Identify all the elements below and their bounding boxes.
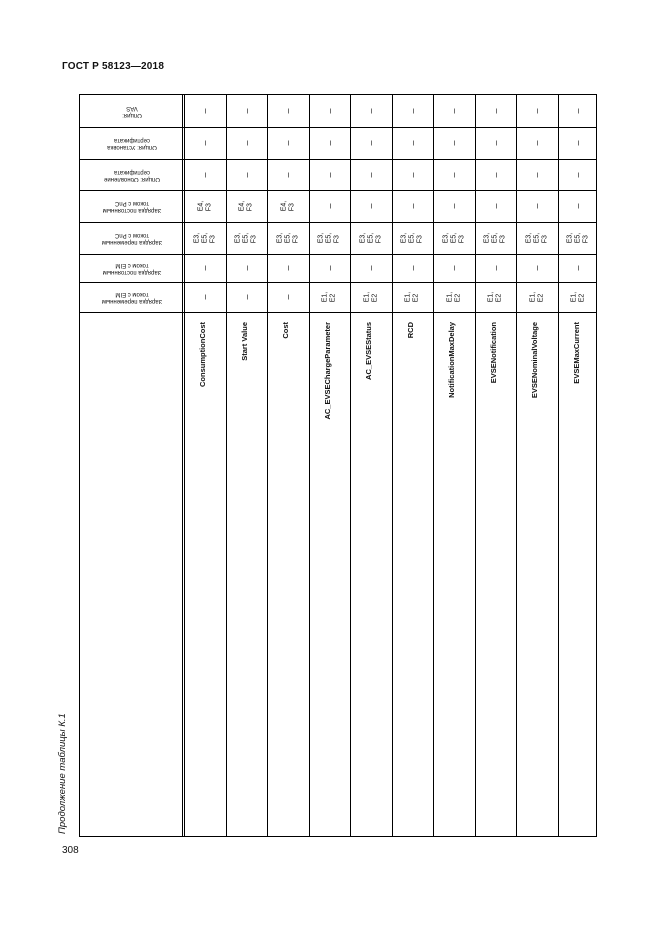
- header-label-text: Зарядка переменным током с PnC: [101, 232, 163, 245]
- cell-value: –: [448, 108, 459, 114]
- table-cell: [558, 282, 598, 312]
- table-cell: [433, 159, 475, 190]
- cell-value: –: [241, 171, 252, 178]
- cell-value: E1, E2: [528, 291, 544, 303]
- cell-value: –: [448, 203, 459, 209]
- table-header-label: [80, 127, 184, 159]
- cell-value: E3, E5, F3: [483, 232, 507, 244]
- cell-value: –: [241, 140, 252, 146]
- page-number: 308: [62, 845, 79, 856]
- table-cell: [516, 222, 558, 254]
- table-caption: Продолжение таблицы К.1: [57, 713, 68, 834]
- table-cell: [350, 127, 392, 159]
- header-label-text: Опция: Установка сертификата: [107, 137, 157, 150]
- header-label-text: Опция: VAS: [122, 105, 142, 118]
- cell-value: –: [282, 140, 293, 146]
- parameter-name: AC_EVSEStatus: [364, 322, 373, 380]
- table-cell: [350, 95, 392, 127]
- cell-value: –: [572, 108, 583, 114]
- cell-value: –: [572, 171, 583, 178]
- cell-value: –: [490, 140, 501, 146]
- table-cell: [226, 127, 267, 159]
- table-cell: [392, 282, 433, 312]
- table-cell: [433, 254, 475, 282]
- table-cell: [558, 127, 598, 159]
- table-cell: [309, 254, 350, 282]
- cell-value: –: [531, 265, 542, 271]
- table-cell: [350, 190, 392, 222]
- table-cell: [267, 254, 309, 282]
- table-header-label: [80, 95, 184, 127]
- cell-value: –: [531, 140, 542, 146]
- cell-value: –: [324, 203, 335, 209]
- table-cell: [433, 190, 475, 222]
- cell-value: –: [572, 140, 583, 146]
- parameter-name: ConsumptionCost: [198, 322, 207, 387]
- cell-value: –: [324, 140, 335, 146]
- table-cell: [309, 222, 350, 254]
- document-header: ГОСТ Р 58123—2018: [62, 61, 165, 72]
- cell-value: E1, E2: [362, 291, 378, 303]
- table-cell: [558, 159, 598, 190]
- table-cell: [516, 127, 558, 159]
- parameter-name: NotificationMaxDelay: [447, 322, 456, 398]
- table-cell: [184, 190, 226, 222]
- cell-value: –: [531, 203, 542, 209]
- cell-value: E1, E2: [321, 291, 337, 303]
- header-label-text: Зарядка постоянным током с PnC: [102, 200, 162, 213]
- table-cell: [184, 127, 226, 159]
- table-row-divider: [80, 312, 596, 313]
- table-cell: [433, 127, 475, 159]
- table-cell: [267, 127, 309, 159]
- cell-value: –: [282, 265, 293, 271]
- cell-value: E3, E5, F3: [565, 232, 589, 244]
- cell-value: E1, E2: [569, 291, 585, 303]
- cell-value: –: [490, 108, 501, 114]
- table-cell: [475, 127, 516, 159]
- table-cell: [184, 95, 226, 127]
- table-cell: [516, 190, 558, 222]
- table-cell: [475, 95, 516, 127]
- table-cell: [392, 254, 433, 282]
- cell-value: –: [199, 140, 210, 146]
- table-cell: [433, 95, 475, 127]
- cell-value: –: [199, 108, 210, 114]
- cell-value: –: [241, 265, 252, 271]
- cell-value: –: [365, 203, 376, 209]
- table-cell: [558, 222, 598, 254]
- cell-value: –: [365, 171, 376, 178]
- table-cell: [309, 127, 350, 159]
- table-cell: [392, 95, 433, 127]
- cell-value: E1, E2: [487, 291, 503, 303]
- cell-value: –: [407, 203, 418, 209]
- cell-value: –: [365, 140, 376, 146]
- cell-value: –: [199, 171, 210, 178]
- cell-value: –: [199, 294, 210, 300]
- table-cell: [350, 254, 392, 282]
- cell-value: E4, F3: [196, 200, 212, 212]
- cell-value: –: [407, 171, 418, 178]
- table-header-label: [80, 159, 184, 190]
- table-cell: [516, 254, 558, 282]
- parameter-name: Start Value: [240, 322, 249, 361]
- cell-value: –: [490, 203, 501, 209]
- table-cell: [475, 254, 516, 282]
- parameter-name: Cost: [281, 322, 290, 339]
- table-cell: [433, 282, 475, 312]
- cell-value: –: [324, 265, 335, 271]
- table-cell: [309, 95, 350, 127]
- table-cell: [226, 222, 267, 254]
- table-cell: [267, 282, 309, 312]
- cell-value: –: [572, 265, 583, 271]
- cell-value: –: [282, 171, 293, 178]
- cell-value: –: [448, 265, 459, 271]
- table-cell: [267, 159, 309, 190]
- cell-value: –: [572, 203, 583, 209]
- table-cell: [516, 159, 558, 190]
- table-cell: [475, 190, 516, 222]
- cell-value: –: [407, 265, 418, 271]
- cell-value: –: [199, 265, 210, 271]
- table-cell: [350, 222, 392, 254]
- cell-value: –: [490, 171, 501, 178]
- table-cell: [226, 254, 267, 282]
- cell-value: –: [324, 108, 335, 114]
- cell-value: –: [448, 140, 459, 146]
- table-cell: [392, 159, 433, 190]
- cell-value: –: [241, 294, 252, 300]
- cell-value: E3, E5, F3: [317, 232, 341, 244]
- table-cell: [392, 127, 433, 159]
- parameter-table: [79, 94, 597, 837]
- table-cell: [516, 95, 558, 127]
- header-label-text: Опция: Обновление сертификата: [104, 168, 160, 182]
- table-cell: [226, 95, 267, 127]
- table-cell: [475, 222, 516, 254]
- header-label-text: Зарядка постоянным током с EIM: [102, 262, 162, 275]
- cell-value: –: [324, 171, 335, 178]
- table-cell: [475, 282, 516, 312]
- table-header-label: [80, 190, 184, 222]
- parameter-name: EVSENominalVoltage: [530, 322, 539, 399]
- cell-value: –: [490, 265, 501, 271]
- table-cell: [309, 159, 350, 190]
- parameter-name: EVSEMaxCurrent: [572, 322, 581, 384]
- cell-value: E3, E5, F3: [192, 232, 216, 244]
- cell-value: E1, E2: [404, 291, 420, 303]
- table-cell: [350, 282, 392, 312]
- table-cell: [184, 282, 226, 312]
- table-cell: [475, 159, 516, 190]
- cell-value: E3, E5, F3: [441, 232, 465, 244]
- table-cell: [516, 282, 558, 312]
- table-cell: [558, 254, 598, 282]
- table-cell: [226, 282, 267, 312]
- table-cell: [392, 222, 433, 254]
- table-cell: [226, 159, 267, 190]
- cell-value: –: [365, 265, 376, 271]
- table-cell: [226, 190, 267, 222]
- table-cell: [267, 190, 309, 222]
- cell-value: E1, E2: [445, 291, 461, 303]
- cell-value: E4, F3: [279, 200, 295, 212]
- table-header-label: [80, 254, 184, 282]
- table-cell: [267, 95, 309, 127]
- parameter-name: RCD: [406, 322, 415, 339]
- table-header-label: [80, 282, 184, 312]
- table-cell: [558, 190, 598, 222]
- parameter-name: AC_EVSEChargeParameter: [323, 322, 332, 420]
- cell-value: –: [282, 294, 293, 300]
- cell-value: E3, E5, F3: [524, 232, 548, 244]
- table-cell: [309, 282, 350, 312]
- cell-value: –: [365, 108, 376, 114]
- cell-value: –: [407, 108, 418, 114]
- table-cell: [433, 222, 475, 254]
- cell-value: –: [531, 171, 542, 178]
- cell-value: E3, E5, F3: [400, 232, 424, 244]
- cell-value: –: [531, 108, 542, 114]
- cell-value: –: [407, 140, 418, 146]
- table-cell: [267, 222, 309, 254]
- cell-value: E3, E5, F3: [358, 232, 382, 244]
- table-cell: [309, 190, 350, 222]
- cell-value: –: [448, 171, 459, 178]
- cell-value: E3, E5, F3: [275, 232, 299, 244]
- table-cell: [558, 95, 598, 127]
- table-cell: [184, 159, 226, 190]
- header-label-text: Зарядка переменным током с EIM: [101, 291, 163, 304]
- cell-value: E4, F3: [238, 200, 254, 212]
- table-cell: [392, 190, 433, 222]
- table-cell: [184, 254, 226, 282]
- table-header-label: [80, 222, 184, 254]
- cell-value: E3, E5, F3: [234, 232, 258, 244]
- cell-value: –: [241, 108, 252, 114]
- table-cell: [184, 222, 226, 254]
- table-cell: [350, 159, 392, 190]
- parameter-name: EVSENotification: [489, 322, 498, 384]
- cell-value: –: [282, 108, 293, 114]
